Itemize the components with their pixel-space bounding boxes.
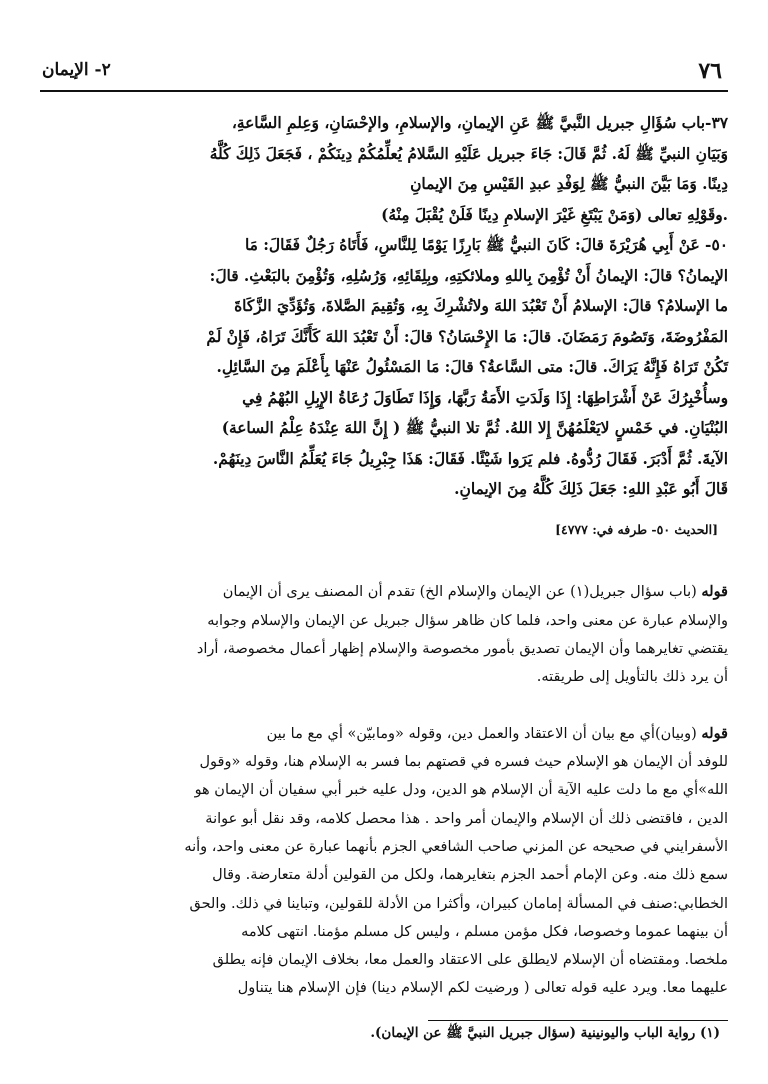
commentary-paragraph-1 <box>40 578 728 691</box>
hadith-text: ٣٧-باب سُؤَالِ جبريل النَّبيَّ ﷺ عَنِ الإيمانِ، والإسلامِ، والإحْسَانِ، وَعِلمِ السَّاعةِ، وَبَيَانِ النبيِّ ﷺ لَهُ. ثُمَّ قَالَ: جَاءَ جبريل عَلَيْهِ السَّلامُ يُعلِّمُكُمْ دِينَكُمْ ، فَجَعَلَ ذَلِكَ كُلَّهُ دِينًا. وَمَا بَيَّنَ النبيُّ ﷺ لِوَفْدِ عبدِ القَيْسِ مِنَ الإيمانِ .وقَوْلِهِ تعالى (وَمَنْ يَبْتَغِ غَيْرَ الإسلامِ دِينًا فَلَنْ يُقْبَلَ مِنْهُ) ٥٠- عَنْ أَبِي هُرَيْرَةَ قالَ: كَانَ النبيُّ ﷺ بَارِزًا يَوْمًا لِلنَّاسِ، فَأَتَاهُ رَجُلٌ فَقَالَ: مَا الإيمانُ؟ قالَ: الإيمانُ أَنْ تُؤْمِنَ بِاللهِ وملائكتِهِ، وبِلِقَائِهِ، وَرُسُلِهِ، وَتُؤْمِنَ بالبَعْثِ. قالَ: ما الإسلامُ؟ قالَ: الإسلامُ أَنْ تَعْبُدَ اللهَ ولاتُشْرِكَ بِهِ، وَتُقِيمَ الصَّلاةَ، وَتُؤَدِّيَ الزَّكَاةَ المَفْرُوضَةَ، وَتَصُومَ رَمَضَانَ. قالَ: مَا الإِحْسَانُ؟ قالَ: أَنْ تَعْبُدَ اللهَ كَأَنَّكَ تَرَاهُ، فَإِنْ لَمْ تَكُنْ تَرَاهُ فَإِنَّهُ يَرَاكَ. قالَ: متى السَّاعةُ؟ قالَ: مَا المَسْئُولُ عَنْهَا بِأَعْلَمَ مِنَ السَّائِلِ. وسأُخْبِرُكَ عَنْ أَشْرَاطِهَا: إِذَا وَلَدَتِ الأَمَةُ رَبَّهَا، وَإِذَا تَطَاوَلَ رُعَاةُ الإِبِلِ البُهْمُ فِي البُنْيَانِ. في خَمْسٍ لايَعْلَمُهُنَّ إِلا اللهُ. ثُمَّ تلا النبيُّ ﷺ ( إِنَّ اللهَ عِنْدَهُ عِلْمُ الساعة) الآيةَ. ثُمَّ أَدْبَرَ. فَقَالَ رُدُّوهُ. فلم يَرَوا شَيْئًا. فَقَالَ: هَذَا جِبْرِيلُ جَاءَ يُعَلِّمُ النَّاسَ دِينَهُمْ. قَالَ أَبُو عَبْدِ اللهِ: جَعَلَ ذَلِكَ كُلَّهُ مِنَ الإيمانِ. <box>206 114 728 498</box>
commentary-text-1: (باب سؤال جبريل(١) عن الإيمان والإسلام الخ) تقدم أن المصنف يرى أن الإيمان والإسلام عبارة عن معنى واحد، فلما كان ظاهر سؤال جبريل عن الإيمان والإسلام وجوابه يقتضي تغايرهما وأن الإيمان تصديق بأمور مخصوصة والإسلام إظهار أعمال مخصوصة، أراد أن يرد ذلك بالتأويل إلى طريقته. <box>196 584 728 686</box>
footnote-divider <box>428 1020 728 1021</box>
commentary-lead-1: قوله <box>701 583 728 601</box>
hadith-reference: [الحديث ٥٠- طرفه في: ٤٧٧٧] <box>555 522 718 537</box>
commentary-text-2: (وبيان)أي مع بيان أن الاعتقاد والعمل دين، وقوله «ومابيّن» أي مع ما بين للوفد أن الإيمان هو الإسلام حيث فسره في قصتهم بما فسر به الإسلام هنا، وقوله «وقول الله»أي مع ما دلت عليه الآية أن الإسلام هو الدين، ودل عليه خبر أبي سفيان أن الإيمان هو الدين ، فاقتضى ذلك أن الإسلام والإيمان أمر واحد . هذا محصل كلامه، وقد نقل أبو عوانة الأسفرايني في صحيحه عن المزني صاحب الشافعي الجزم بأنهما عبارة عن معنى واحد، وأنه سمع ذلك منه. وعن الإمام أحمد الجزم بتغايرهما، ولكل من القولين أدلة متعارضة. وقال الخطابي:صنف في المسألة إمامان كبيران، وأكثرا من الأدلة للقولين، وتباينا في ذلك. والحق أن بينهما عموما وخصوصا، فكل مؤمن مسلم ، وليس كل مسلم مؤمنا. انتهى كلامه ملخصا. ومقتضاه أن الإسلام لايطلق على الاعتقاد والعمل معا، بخلاف الإيمان فإنه يطلق عليهما معا. ويرد عليه قوله تعالى ( ورضيت لكم الإسلام دينا) فإن الإسلام هنا يتناول <box>184 725 728 997</box>
header-divider <box>40 90 728 92</box>
commentary-paragraph-2 <box>40 720 728 1003</box>
chapter-title: ٢- الإيمان <box>42 60 111 80</box>
page-number: ٧٦ <box>698 58 722 84</box>
footnote: (١) رواية الباب واليونينية (سؤال جبريل النبيَّ ﷺ عن الإيمان). <box>370 1025 720 1041</box>
commentary <box>40 550 728 1031</box>
commentary-lead-2: قوله <box>701 724 728 742</box>
page-header <box>42 58 728 88</box>
